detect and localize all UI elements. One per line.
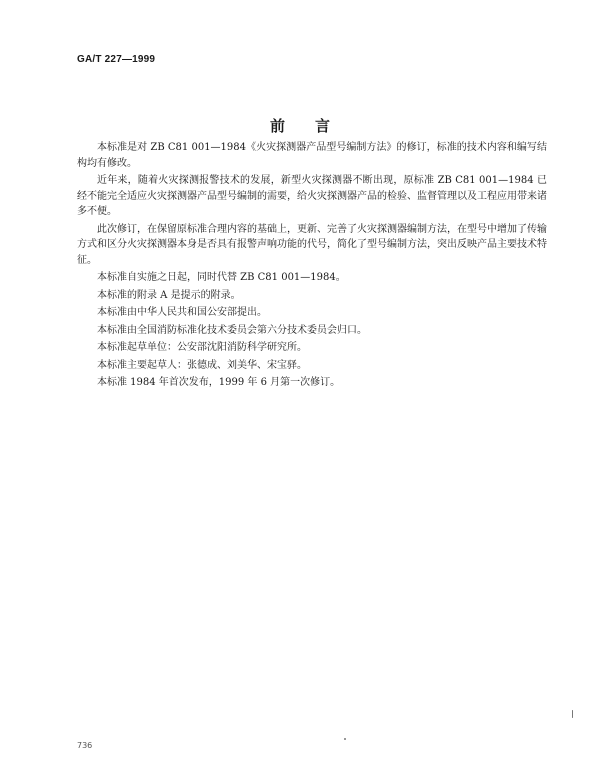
standard-code: GA/T 227—1999 bbox=[77, 54, 156, 65]
paragraph-changes: 此次修订，在保留原标准合理内容的基础上，更新、完善了火灾探测器编制方法，在型号中增加了传输方式和区分火灾探测器本身是否具有报警声响功能的代号，简化了型号编制方法，突出反映产品主要技术特征。 bbox=[77, 223, 547, 266]
scan-speck bbox=[572, 710, 573, 718]
paragraph-appendix: 本标准的附录 A 是提示的附录。 bbox=[97, 289, 241, 301]
scan-speck bbox=[344, 738, 346, 740]
page-title: 前言 bbox=[269, 117, 360, 135]
paragraph-proposer: 本标准由中华人民共和国公安部提出。 bbox=[97, 307, 267, 318]
paragraph-revision: 本标准是对 ZB C81 001—1984《火灾探测器产品型号编制方法》的修订，标准的技术内容和编写结构均有修改。 bbox=[77, 142, 547, 169]
paragraph-drafters: 本标准主要起草人：张德成、刘美华、宋宝驿。 bbox=[97, 359, 307, 371]
paragraph-history: 本标准 1984 年首次发布，1999 年 6 月第一次修订。 bbox=[97, 377, 341, 388]
paragraph-replaces: 本标准自实施之日起，同时代替 ZB C81 001—1984。 bbox=[97, 272, 346, 283]
page-number: 736 bbox=[77, 741, 93, 750]
paragraph-committee: 本标准由全国消防标准化技术委员会第六分技术委员会归口。 bbox=[97, 324, 367, 336]
paragraph-drafting-unit: 本标准起草单位：公安部沈阳消防科学研究所。 bbox=[97, 342, 307, 353]
foreword-body bbox=[77, 140, 547, 393]
paragraph-background: 近年来，随着火灾探测报警技术的发展，新型火灾探测器不断出现，原标准 ZB C81 001—1984 已经不能完全适应火灾探测器产品型号编制的需要，给火灾探测器产品的检验、监督管理以及工程应用带来诸多不便。 bbox=[77, 175, 547, 217]
